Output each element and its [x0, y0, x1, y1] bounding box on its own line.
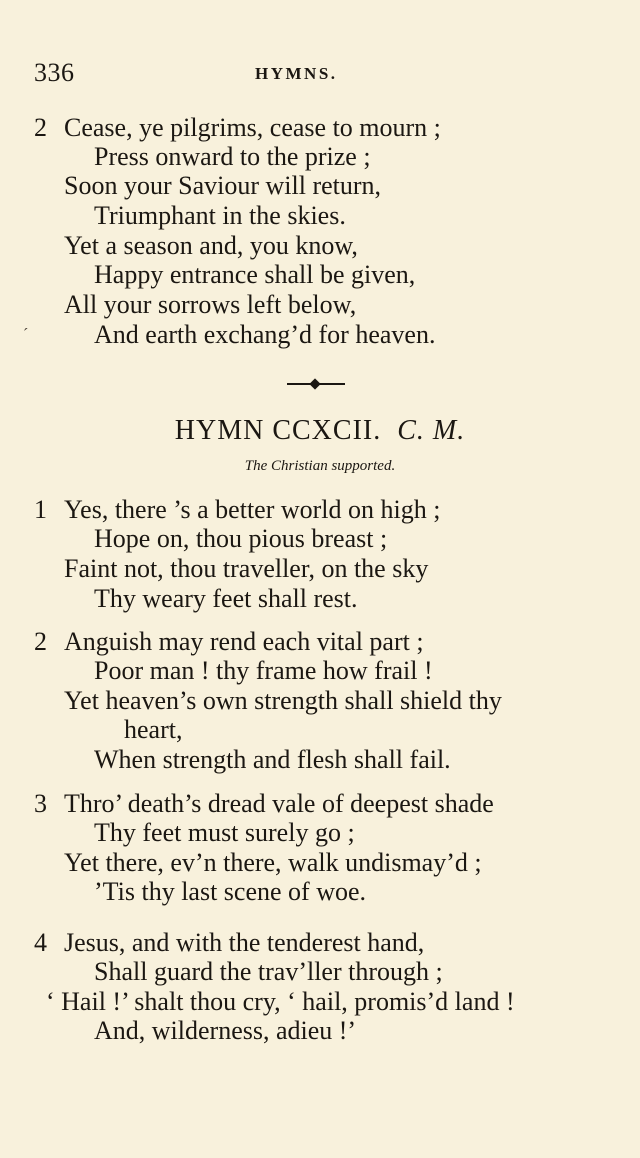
- verse-line: Poor man ! thy frame how frail !: [94, 656, 433, 685]
- verse-line: When strength and flesh shall fail.: [94, 745, 451, 774]
- verse-line: Jesus, and with the tenderest hand,: [64, 928, 425, 957]
- hymn-line: Press onward to the prize ;: [94, 142, 371, 171]
- hymn-number: HYMN CCXCII.: [174, 415, 382, 446]
- verse-number: 4: [34, 928, 47, 957]
- verse-number: 3: [34, 789, 47, 818]
- verse-line: Thy feet must surely go ;: [94, 818, 355, 847]
- verse-line: Thy weary feet shall rest.: [94, 584, 358, 613]
- verse-line: ’Tis thy last scene of woe.: [94, 877, 367, 906]
- verse-line: Yet there, ev’n there, walk undismay’d ;: [64, 848, 482, 877]
- hymn-line: Yet a season and, you know,: [64, 231, 358, 260]
- hymn-line: All your sorrows left below,: [64, 290, 357, 319]
- verse-line: heart,: [124, 715, 183, 744]
- hymn-line: And earth exchang’d for heaven.: [94, 320, 436, 349]
- decorative-mark: ˊ: [23, 326, 29, 343]
- hymn-line: Triumphant in the skies.: [94, 201, 346, 230]
- verse-line: And, wilderness, adieu !’: [94, 1016, 357, 1045]
- verse-line: Anguish may rend each vital part ;: [64, 627, 424, 656]
- verse-line: Yes, there ’s a better world on high ;: [64, 495, 441, 524]
- verse-number: 2: [34, 627, 47, 656]
- hymn-line: Happy entrance shall be given,: [94, 260, 416, 289]
- section-divider: [287, 381, 345, 387]
- hymn-title: [0, 415, 640, 447]
- verse-line: Yet heaven’s own strength shall shield thy: [64, 686, 502, 715]
- page-number: 336: [34, 58, 75, 87]
- running-header: HYMNS.: [255, 64, 338, 83]
- verse-line: Faint not, thou traveller, on the sky: [64, 554, 429, 583]
- stanza-number: 2: [34, 113, 47, 142]
- verse-number: 1: [34, 495, 47, 524]
- hymn-meter: C. M.: [397, 415, 466, 446]
- verse-line: Shall guard the trav’ller through ;: [94, 957, 443, 986]
- verse-line: Hope on, thou pious breast ;: [94, 524, 388, 553]
- hymn-line: Soon your Saviour will return,: [64, 171, 382, 200]
- verse-line: ‘ Hail !’ shalt thou cry, ‘ hail, promis’d land !: [46, 987, 515, 1016]
- verse-line: Thro’ death’s dread vale of deepest shade: [64, 789, 494, 818]
- hymn-subtitle: The Christian supported.: [244, 458, 396, 474]
- hymn-line: Cease, ye pilgrims, cease to mourn ;: [64, 113, 441, 142]
